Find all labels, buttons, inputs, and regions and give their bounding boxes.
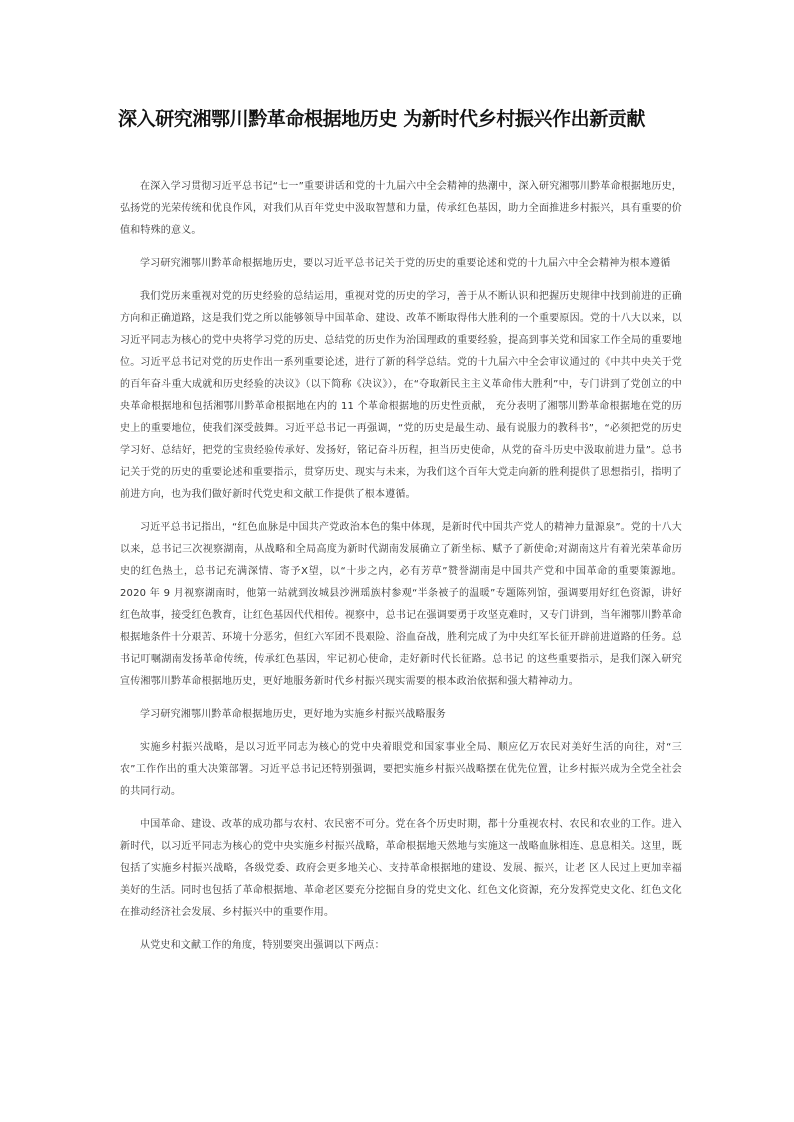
body-paragraph: 实施乡村振兴战略，是以习近平同志为核心的党中央着眼党和国家事业全局、顺应亿万农民对美好生活的向往，对“三农”工作作出的重大决策部署。习近平总书记还特别强调，要把实施乡村振兴战略摆在优先位置，让乡村振兴成为全党全社会的共同行动。 (120, 742, 682, 797)
body-paragraph: 中国革命、建设、改革的成功都与农村、农民密不可分。党在各个历史时期，都十分重视农村、农民和农业的工作。进入新时代，以习近平同志为核心的党中央实施乡村振兴战略，革命根据地天然地与实施这一战略血脉相连、息息相关。这里，既包括了实施乡村振兴战略，各级党委、政府会更多地关心、支持革命根据地的建设、发展、振兴，让老 区人民过上更加幸福美好的生活。同时也包括了革命根据地、革命老区要充分挖掘自身的党史文化、红色文化资源，充分发挥党史文化、红色文化在推动经济社会发展、乡村振兴中的重要作用。 (120, 819, 682, 918)
body-paragraph: 习近平总书记指出，“红色血脉是中国共产党政治本色的集中体现，是新时代中国共产党人的精神力量源泉”。党的十八大以来，总书记三次视察湖南，从战略和全局高度为新时代湖南发展确立了新坐标、赋予了新使命;对湖南这片有着光荣革命历史的红色热土，总书记充满深情、寄予X望，以“十步之内，必有芳草”赞誉湖南是中国共产党和中国革命的重要策源地。2020 年 9 月视察湖南时，他第一站就到汝城县沙洲瑶族村参观“半条被子的温暖”专题陈列馆，强调要用好红色资源，讲好红色故事，接受红色教育，让红色基因代代相传。视察中，总书记在强调要勇于攻坚克难时，又专门讲到，当年湘鄂川黔革命根据地条件十分艰苦、环境十分恶劣，但红六军团不畏艰险、浴血奋战，胜利完成了为中央红军长征开辟前进道路的任务。总书记叮嘱湖南发扬革命传统，传承红色基因，牢记初心使命，走好新时代长征路。总书记 的这些重要指示，是我们深入研究宣传湘鄂川黔革命根据地历史，更好地服务新时代乡村振兴现实需要的根本政治依据和强大精神动力。 (120, 522, 682, 687)
article-title: 深入研究湘鄂川黔革命根据地历史 为新时代乡村振兴作出新贡献 (118, 108, 646, 130)
intro-paragraph: 在深入学习贯彻习近平总书记“七一”重要讲话和党的十九届六中全会精神的热潮中，深入研究湘鄂川黔革命根据地历史，弘扬党的光荣传统和优良作风，对我们从百年党史中汲取智慧和力量，传承红色基因，助力全面推进乡村振兴，具有重要的价值和特殊的意义。 (120, 181, 682, 236)
section-heading-rural-revitalization: 学习研究湘鄂川黔革命根据地历史，更好地为实施乡村振兴战略服务 (140, 709, 446, 720)
body-paragraph: 我们党历来重视对党的历史经验的总结运用，重视对党的历史的学习，善于从不断认识和把握历史规律中找到前进的正确方向和正确道路，这是我们党之所以能够领导中国革命、建设、改革不断取得伟大胜利的一个重要原因。党的十八大以来，以习近平同志为核心的党中央将学习党的历史、总结党的历史作为治国理政的重要经验，提高到事关党和国家工作全局的重要地位。习近平总书记对党的历史作出一系列重要论述，进行了新的科学总结。党的十九届六中全会审议通过的《中共中央关于党的百年奋斗重大成就和历史经验的决议》（以下简称《决议》），在“夺取新民主主义革命伟大胜利”中，专门讲到了党创立的中央革命根据地和包括湘鄂川黔革命根据地在内的 11 个革命根据地的历史性贡献， 充分表明了湘鄂川黔革命根据地在党的历史上的重要地位，使我们深受鼓舞。习近平总书记一再强调，“党的历史是最生动、最有说服力的教科书”，“必须把党的历史学习好、总结好，把党的宝贵经验传承好、发扬好，铭记奋斗历程，担当历史使命，从党的奋斗历史中汲取前进力量”。总书记关于党的历史的重要论述和重要指示，贯穿历史、现实与未来，为我们这个百年大党走向新的胜利提供了思想指引，指明了前进方向，也为我们做好新时代党史和文献工作提供了根本遵循。 (120, 291, 682, 500)
body-paragraph: 从党史和文献工作的角度，特别要突出强调以下两点： (140, 940, 385, 951)
section-heading-history-study: 学习研究湘鄂川黔革命根据地历史，要以习近平总书记关于党的历史的重要论述和党的十九届六中全会精神为根本遵循 (140, 258, 671, 269)
article-body (120, 176, 682, 968)
